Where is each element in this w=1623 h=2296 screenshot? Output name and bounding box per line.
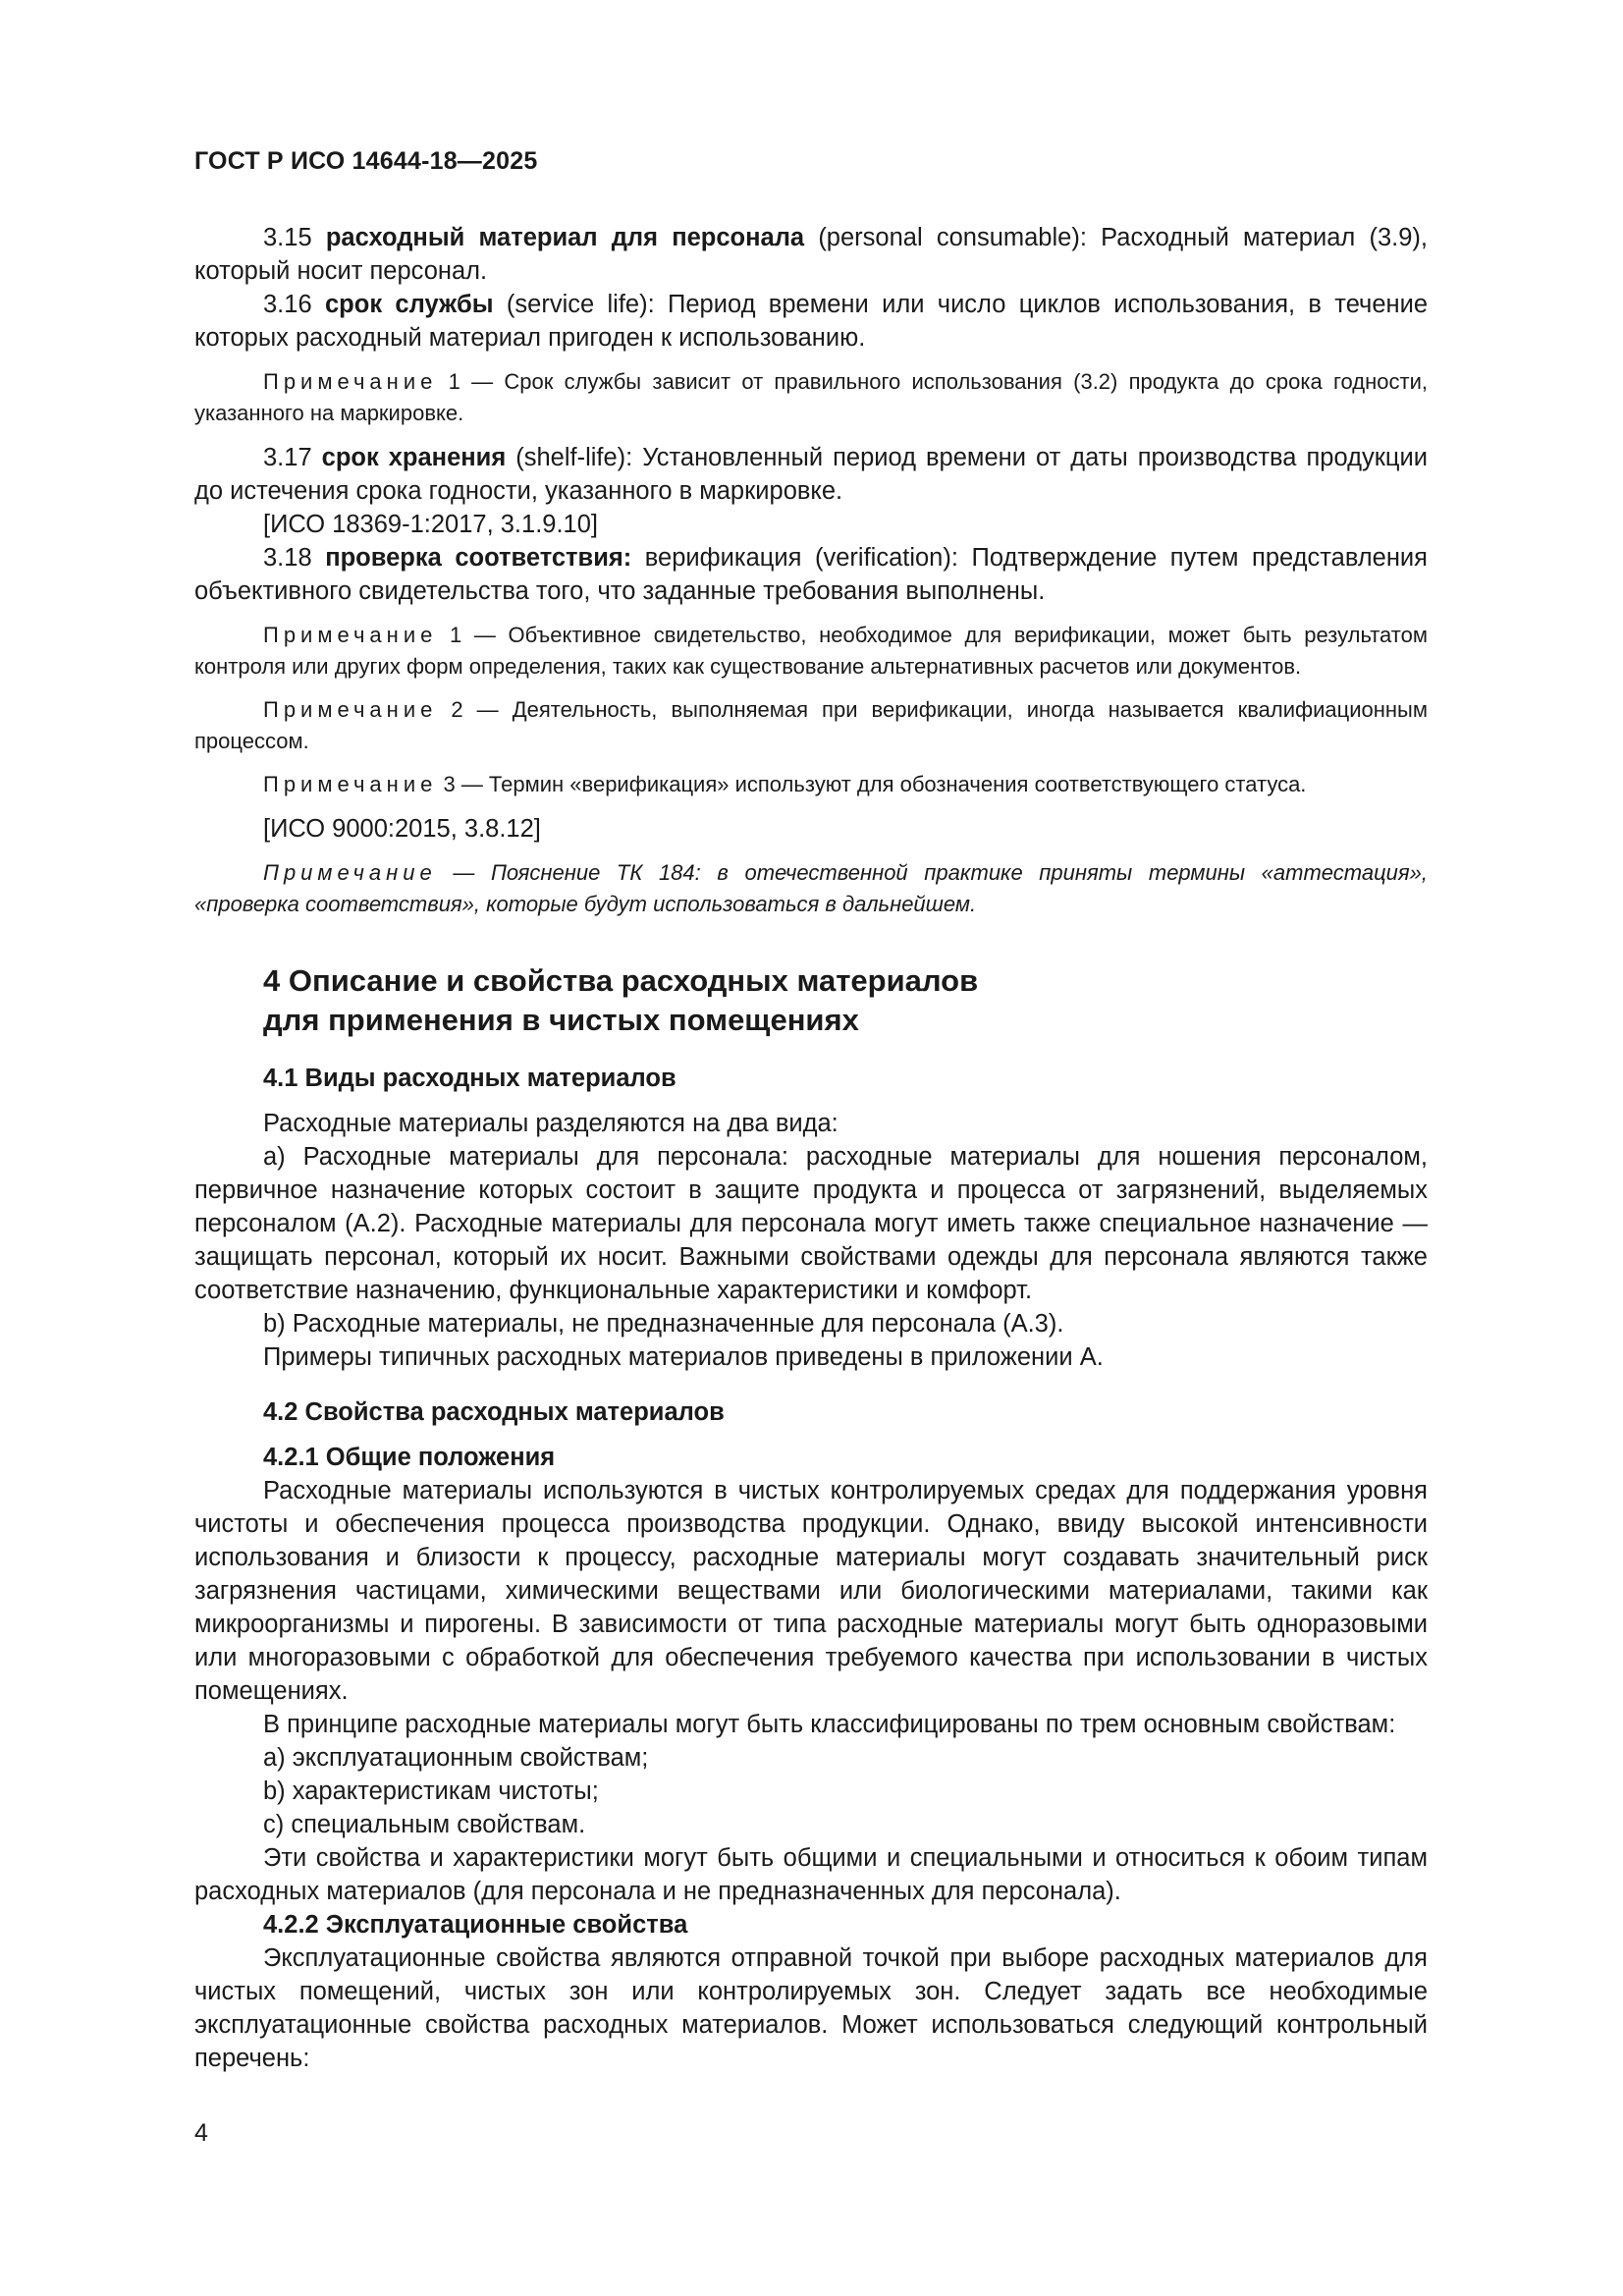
- document-body: [194, 221, 1428, 2075]
- note-3-16: [194, 366, 1428, 429]
- term-definition: Подтверждение путем представления объективного свидетельства того, что заданные требования выполнены.: [194, 544, 1428, 605]
- term-definition: Период времени или число циклов использования, в течение которых расходный материал пригоден к использованию.: [194, 291, 1429, 352]
- term-english: верификация (verification):: [644, 544, 958, 572]
- term-definition: Установленный период времени от даты производства продукции до истечения срока годности, указанного в маркировке.: [194, 444, 1428, 505]
- term-name: расходный материал для персонала: [325, 224, 805, 251]
- list-item: b) характеристикам чистоты;: [263, 1777, 599, 1805]
- list-item: a) Расходные материалы для персонала: расходные материалы для ношения персоналом, первичное назначение которых состоит в защите продукта и процесса от загрязнений, выделяемых персоналом (А.2). Расходные материалы для персонала могут иметь также специальное назначение — защищать персонал, который их носит. Важными свойствами одежды для персонала являются также соответствие назначению, функциональные характеристики и комфорт.: [194, 1143, 1428, 1304]
- note-text: 1 — Объективное свидетельство, необходимое для верификации, может быть результатом контроля или других форм определения, таких как существование альтернативных расчетов или документов.: [194, 623, 1428, 679]
- term-number: 3.17: [263, 444, 312, 471]
- section-title-line: для применения в чистых помещениях: [263, 1003, 859, 1037]
- section-title-line: 4 Описание и свойства расходных материалов: [263, 963, 979, 998]
- term-english: (shelf-life):: [515, 444, 633, 471]
- page-number: 4: [194, 2119, 208, 2147]
- note-label: Примечание: [263, 697, 438, 722]
- note-label: Примечание: [263, 369, 438, 394]
- term-name: проверка соответствия:: [325, 544, 632, 572]
- term-name: срок хранения: [321, 444, 507, 471]
- subsection-4-2-1-heading: 4.2.1 Общие положения: [263, 1444, 556, 1471]
- list-item: b) Расходные материалы, не предназначенные для персонала (А.3).: [263, 1310, 1064, 1338]
- paragraph: Эти свойства и характеристики могут быть общими и специальными и относиться к обоим типам расходных материалов (для персонала и не предназначенных для персонала).: [194, 1844, 1428, 1905]
- note-text: 3 — Термин «верификация» используют для обозначения соответствующего статуса.: [443, 772, 1307, 796]
- document-header: ГОСТ Р ИСО 14644-18—2025: [194, 147, 538, 175]
- term-3-17: [194, 441, 1428, 508]
- note-text: 2 — Деятельность, выполняемая при верификации, иногда называется квалифиационным процессом.: [194, 697, 1428, 753]
- note-3-18-2: [194, 694, 1428, 757]
- term-english: (service life):: [506, 291, 655, 318]
- term-number: 3.16: [263, 291, 312, 318]
- paragraph: Примеры типичных расходных материалов приведены в приложении А.: [263, 1343, 1104, 1371]
- note-3-18-3: [194, 769, 1428, 800]
- paragraph: В принципе расходные материалы могут быть классифицированы по трем основным свойствам:: [263, 1711, 1396, 1738]
- list-item: c) специальным свойствам.: [263, 1811, 586, 1838]
- subsection-4-1-heading: 4.1 Виды расходных материалов: [263, 1065, 676, 1092]
- term-number: 3.18: [263, 544, 312, 572]
- term-english: (personal consumable):: [818, 224, 1087, 251]
- term-reference: [ИСО 18369-1:2017, 3.1.9.10]: [263, 511, 599, 538]
- list-item: a) эксплуатационным свойствам;: [263, 1744, 649, 1772]
- section-4-heading: [194, 961, 1428, 1040]
- term-number: 3.15: [263, 224, 312, 251]
- note-3-18-1: [194, 620, 1428, 683]
- note-label: Примечание: [263, 623, 438, 647]
- term-reference: [ИСО 9000:2015, 3.8.12]: [263, 815, 541, 843]
- term-3-16: [194, 288, 1428, 355]
- term-name: срок службы: [324, 291, 494, 318]
- term-definition: Расходный материал (3.9), который носит персонал.: [194, 224, 1428, 285]
- note-text: 1 — Срок службы зависит от правильного использования (3.2) продукта до срока годности, указанного на маркировке.: [194, 369, 1428, 425]
- subsection-4-2-2-heading: 4.2.2 Эксплуатационные свойства: [263, 1911, 688, 1939]
- note-text: — Пояснение ТК 184: в отечественной практике приняты термины «аттестация», «проверка соответствия», которые будут использоваться в дальнейшем.: [194, 860, 1428, 916]
- paragraph: Эксплуатационные свойства являются отправной точкой при выборе расходных материалов для чистых помещений, чистых зон или контролируемых зон. Следует задать все необходимые эксплуатационные свойства расходных материалов. Может использоваться следующий контрольный перечень:: [194, 1944, 1428, 2072]
- paragraph: Расходные материалы используются в чистых контролируемых средах для поддержания уровня чистоты и обеспечения процесса производства продукции. Однако, ввиду высокой интенсивности использования и близости к процессу, расходные материалы могут создавать значительный риск загрязнения частицами, химическими веществами или биологическими материалами, такими как микроорганизмы и пирогены. В зависимости от типа расходные материалы могут быть одноразовыми или многоразовыми с обработкой для обеспечения требуемого качества при использовании в чистых помещениях.: [194, 1477, 1428, 1705]
- subsection-4-2-heading: 4.2 Свойства расходных материалов: [263, 1398, 725, 1426]
- note-label: Примечание: [263, 860, 437, 885]
- term-3-15: [194, 221, 1428, 288]
- term-3-18: [194, 541, 1428, 608]
- note-label: Примечание: [263, 772, 438, 796]
- note-tk-184: [194, 857, 1428, 920]
- paragraph: Расходные материалы разделяются на два вида:: [263, 1110, 839, 1137]
